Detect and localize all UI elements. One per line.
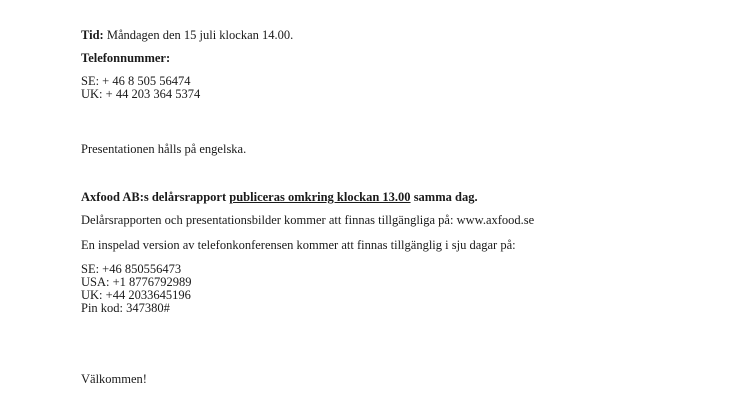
report-underlined: publiceras omkring klockan 13.00 (229, 190, 411, 204)
phone-heading: Telefonnummer: (81, 51, 171, 65)
replay-pin: Pin kod: 347380# (81, 301, 170, 315)
closing-text: Välkommen! (81, 372, 147, 386)
time-label: Tid: (81, 28, 104, 42)
replay-uk: UK: +44 2033645196 (81, 288, 191, 302)
report-availability: Delårsrapporten och presentationsbilder kommer att finnas tillgängliga på: www.axfood.se (81, 213, 535, 227)
phone-se: SE: + 46 8 505 56474 (81, 74, 191, 88)
report-prefix: Axfood AB:s delårsrapport (81, 190, 230, 204)
language-note: Presentationen hålls på engelska. (81, 142, 247, 156)
replay-usa: USA: +1 8776792989 (81, 275, 192, 289)
report-suffix: samma dag. (410, 190, 478, 204)
time-line (81, 28, 293, 42)
phone-uk: UK: + 44 203 364 5374 (81, 87, 201, 101)
report-heading (81, 190, 478, 204)
report-recording: En inspelad version av telefonkonferensen kommer att finnas tillgänglig i sju dagar på: (81, 238, 516, 252)
replay-se: SE: +46 850556473 (81, 262, 182, 276)
time-value: Måndagen den 15 juli klockan 14.00. (106, 28, 294, 42)
